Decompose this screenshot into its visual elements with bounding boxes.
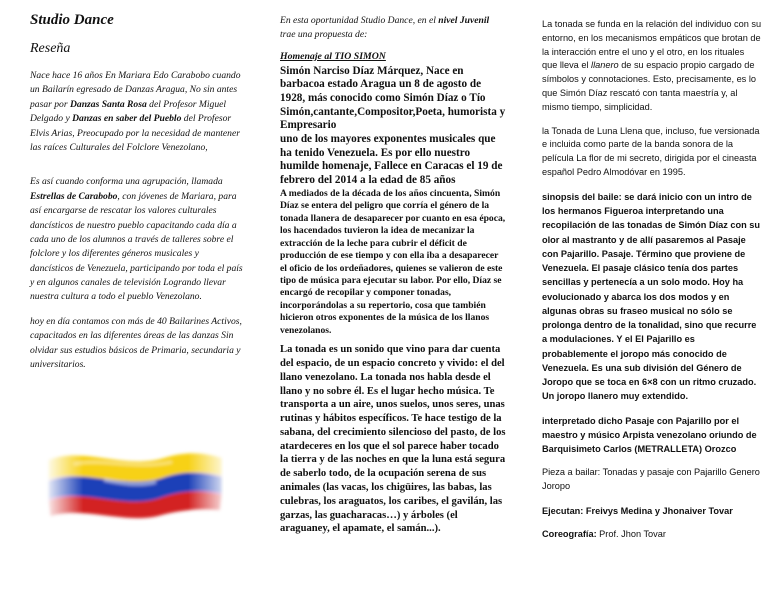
dance-piece: Pieza a bailar: Tonadas y pasaje con Pajarillo Genero Joropo	[542, 467, 760, 492]
text-run: del Profesor Elvis Arias, Preocupado por la necesidad de mantener las raíces Culturales del Folclore Venezolano,	[30, 113, 240, 153]
text-run: del Profesor Miguel Delgado y	[30, 98, 227, 125]
tonada-paragraph: La tonada es un sonido que vino para dar cuenta del espacio, de un espacio concreto y vivido: el del llano venezolano. La tonada nos habla desde el llano y no sobre él. Es el lugar hecho música. Te transporta a un aire, unos suelos, unos seres, unas rutinas y hábitos específicos. Te hace testigo de la sabana, del crecimiento silencioso del pasto, de los atardeceres en los que el sol parece haber tocado la tierra y de las noches en que la luna está segura de saberlo todo, de la ocupación serena de sus animales (las vacas, los chigüires, las babas, las culebras, los araguatos, los caribes, el gavilán, las garzas, las guacharacas…) y árboles (el araguaney, el apamate, el samán...).	[280, 344, 506, 535]
text-run: trae una propuesta de:	[280, 29, 368, 41]
text-run-italic: llanero	[591, 60, 619, 71]
biography-tribute: uno de los mayores exponentes musicales que ha tenido Venezuela. Es por ello nuestro humilde homenaje, Fallece en Caracas el 19 de febrero del 2014 a la edad de 85 años	[280, 133, 503, 187]
choreography	[542, 528, 762, 542]
column-middle	[270, 0, 510, 594]
history-paragraph-1	[30, 69, 244, 155]
luna-llena-paragraph: la Tonada de Luna Llena que, incluso, fue versionada e incluida como parte de la banda sonora de la película La flor de mi secreto, dirigida por el cineasta español Pedro Almodóvar en 1995.	[542, 125, 760, 177]
text-run: En esta oportunidad Studio Dance, en el	[280, 15, 439, 26]
text-run-bold: nivel Juvenil	[438, 15, 490, 26]
homage-title: Homenaje al TIO SIMON	[280, 50, 386, 62]
performers-label: Ejecutan:	[542, 505, 584, 516]
history-paragraph-3: hoy en día contamos con más de 40 Bailarines Activos, capacitados en las diferentes áreas de las danzas Sin olvidar sus estudios básicos de Primaria, secundaria y universitarios.	[30, 315, 242, 371]
biography-intro: Simón Narciso Díaz Márquez, Nace en barbacoa estado Aragua un 8 de agosto de 1928, más conocido como Simón Díaz o Tío Simón,cantante,Compositor,Poeta, humorista y Empresario	[280, 64, 506, 132]
proposal-intro	[280, 14, 506, 43]
performer-credit: interpretado dicho Pasaje con Pajarillo por el maestro y músico Arpista venezolano oriundo de Barquisimeto Carlos (METRALLETA) Orozco	[542, 415, 757, 455]
text-run: , con jóvenes de Mariara, para así encargarse de rescatar los valores culturales dancísticos de nuestro pueblo capacitando cada día a cada uno de los alumnos a través de talleres sobre el folclore y los diferentes géneros musicales y dancísticos de Venezuela, participando por toda el país y en algunos canales de televisión Logrando llevar nuestra cultura a todo el pueblo Venezolano.	[30, 190, 243, 303]
text-run: Nace hace 16 años En Mariara Edo Carabobo cuando un Bailarín egresado de Danzas Aragua, No sin antes pasar por	[30, 70, 241, 110]
venezuela-flag-icon	[44, 440, 224, 522]
text-run-bold: Danzas en saber del Pueblo	[72, 113, 182, 125]
tonada-relation-paragraph	[542, 18, 762, 115]
biography-paragraph: A mediados de la década de los años cincuenta, Simón Díaz se entera del peligro que corría el género de la tonada llanera de desaparecer por cuanto en esa época, los hacendados tuvieron la idea de mecanizar la extracción de la leche para cubrir el déficit de producción de ese tiempo y con ella iba a desaparecer el oficio de los ordeñadores, quienes se valieron de este tipo de música para ejecutar su labor. Por ello, Díaz se encargó de recopilar y componer tonadas, incorporándolas a su repertorio, cosa que también hicieron otros exponentes de la música de los llanos venezolanos.	[280, 187, 506, 336]
section-subtitle: Reseña	[30, 41, 71, 56]
column-right	[528, 0, 768, 594]
history-paragraph-2	[30, 175, 244, 305]
dance-synopsis: sinopsis del baile: se dará inicio con un intro de los hermanos Figueroa interpretando una recopilación de las tonadas de Simón Díaz con su olor al mastranto y de allí pasaremos al Pasaje con Pajarillo. Pasaje. Término que proviene de Venezuela. El pasaje clásico tenía dos partes sencillas y pertenecía a un solo modo. Hoy ha evolucionado y abarca los dos modos y en algunas obras su fraseo musical no sólo se prolonga dentro de la tonalidad, sino que recurre a modulaciones. Y el El Pajarillo es probablemente el joropo más conocido de Venezuela. Es una sub división del Género de Joropo que se toca en 6×8 con un ritmo cruzado. Un joropo llanero muy extendido.	[542, 191, 761, 402]
performers	[542, 504, 762, 518]
text-run: La tonada se funda en la relación del individuo con su entorno, en los mecanismos empáticos que brotan de la interacción entre el uno y el otro, en los rituales que lleva el	[542, 19, 762, 71]
choreography-label: Coreografía:	[542, 529, 597, 540]
text-run-bold: Estrellas de Carabobo	[30, 190, 118, 202]
text-run: Es así cuando conforma una agrupación, llamada	[30, 176, 223, 188]
performers-value: Freivys Medina y Jhonaiver Tovar	[583, 505, 733, 516]
text-run-bold: Danzas Santa Rosa	[69, 98, 147, 110]
choreography-value: Prof. Jhon Tovar	[596, 529, 666, 540]
page-title: Studio Dance	[30, 12, 114, 28]
text-run: de su espacio propio cargado de símbolos y connotaciones. Esto, precisamente, es lo que Simón Díaz rescató con tanta maestría y, al mismo tiempo, simplicidad.	[542, 60, 756, 112]
